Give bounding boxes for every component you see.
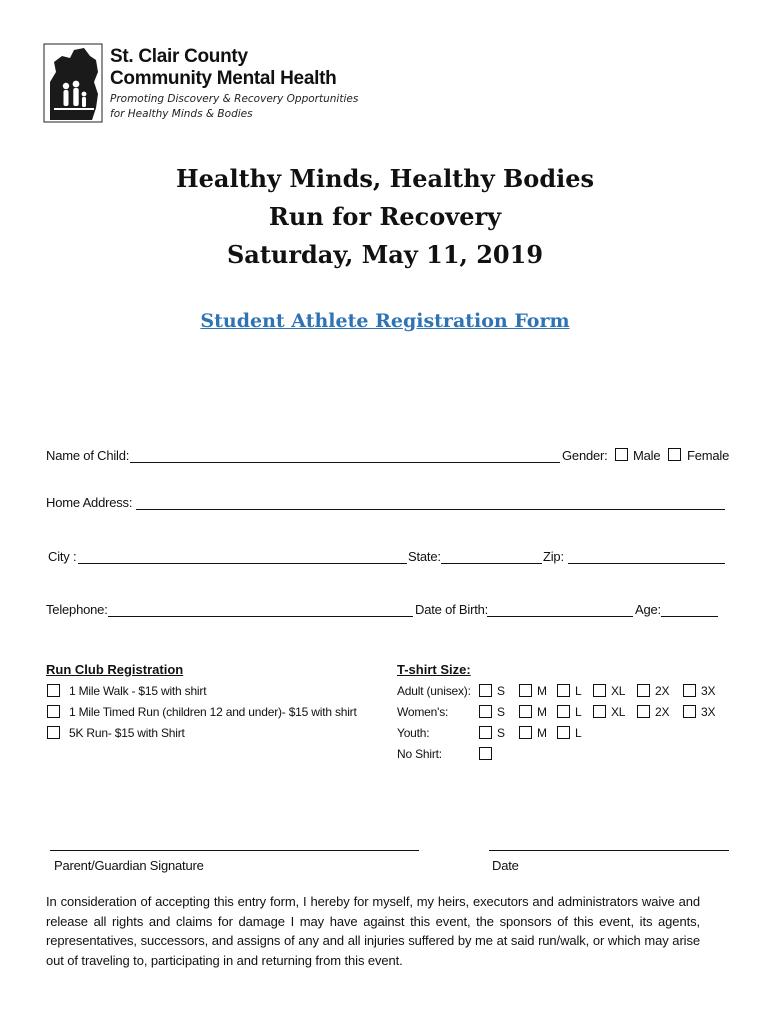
event-date: Saturday, May 11, 2019 (226, 240, 544, 269)
zip-label: Zip: (543, 549, 564, 564)
event-title-line2: Run for Recovery (268, 202, 502, 231)
adult-l-label: L (575, 684, 582, 698)
adult-m-checkbox[interactable] (519, 684, 532, 697)
event-title-block (0, 160, 770, 274)
womens-xl-label: XL (611, 705, 626, 719)
womens-2x-label: 2X (655, 705, 670, 719)
no-shirt-checkbox[interactable] (479, 747, 492, 760)
adult-3x-checkbox[interactable] (683, 684, 696, 697)
city-label: City : (48, 549, 77, 564)
youth-size-label: Youth: (397, 726, 430, 740)
youth-s-checkbox[interactable] (479, 726, 492, 739)
city-field[interactable] (78, 563, 407, 564)
run-5k-checkbox[interactable] (47, 726, 60, 739)
dob-field[interactable] (487, 616, 633, 617)
state-label: State: (408, 549, 441, 564)
organization-logo (40, 42, 360, 124)
address-field[interactable] (136, 509, 725, 510)
event-title-line1: Healthy Minds, Healthy Bodies (175, 164, 594, 193)
signature-date-field[interactable] (489, 850, 729, 851)
womens-m-checkbox[interactable] (519, 705, 532, 718)
timed-run-1mile-label: 1 Mile Timed Run (children 12 and under)- $15 with shirt (69, 705, 357, 719)
logo-tagline2: for Healthy Minds & Bodies (110, 108, 253, 120)
no-shirt-label: No Shirt: (397, 747, 442, 761)
adult-xl-label: XL (611, 684, 626, 698)
adult-xl-checkbox[interactable] (593, 684, 606, 697)
womens-m-label: M (537, 705, 547, 719)
adult-3x-label: 3X (701, 684, 716, 698)
zip-field[interactable] (568, 563, 725, 564)
run-5k-label: 5K Run- $15 with Shirt (69, 726, 185, 740)
womens-3x-checkbox[interactable] (683, 705, 696, 718)
logo-org-line1: St. Clair County (110, 46, 248, 67)
womens-s-checkbox[interactable] (479, 705, 492, 718)
female-label: Female (687, 448, 730, 463)
youth-m-checkbox[interactable] (519, 726, 532, 739)
womens-l-label: L (575, 705, 582, 719)
womens-2x-checkbox[interactable] (637, 705, 650, 718)
adult-l-checkbox[interactable] (557, 684, 570, 697)
waiver-text: In consideration of accepting this entry form, I hereby for myself, my heirs, executors and administrators waive and release all rights and claims for damage I may have against this event, the sponsors of this event, its agents, representatives, successors, and assigns of any and all injuries suffered by me at said run/walk, or which may arise out of traveling to, participating in and returning from this event. (46, 894, 700, 968)
parent-signature-label: Parent/Guardian Signature (54, 858, 204, 873)
telephone-field[interactable] (108, 616, 413, 617)
womens-3x-label: 3X (701, 705, 716, 719)
adult-2x-label: 2X (655, 684, 670, 698)
male-label: Male (633, 448, 661, 463)
womens-size-label: Women's: (397, 705, 449, 719)
walk-1mile-checkbox[interactable] (47, 684, 60, 697)
state-field[interactable] (441, 563, 542, 564)
youth-l-checkbox[interactable] (557, 726, 570, 739)
age-label: Age: (635, 602, 661, 617)
dob-label: Date of Birth: (415, 602, 489, 617)
logo-tagline1: Promoting Discovery & Recovery Opportunities (110, 93, 359, 105)
logo-org-line2: Community Mental Health (110, 68, 337, 89)
adult-s-checkbox[interactable] (479, 684, 492, 697)
womens-xl-checkbox[interactable] (593, 705, 606, 718)
name-label: Name of Child: (46, 448, 130, 463)
age-field[interactable] (661, 616, 718, 617)
signature-date-label: Date (492, 858, 519, 873)
youth-l-label: L (575, 726, 582, 740)
womens-l-checkbox[interactable] (557, 705, 570, 718)
adult-s-label: S (497, 684, 505, 698)
adult-2x-checkbox[interactable] (637, 684, 650, 697)
timed-run-1mile-checkbox[interactable] (47, 705, 60, 718)
parent-signature-field[interactable] (50, 850, 419, 851)
adult-m-label: M (537, 684, 547, 698)
youth-m-label: M (537, 726, 547, 740)
walk-1mile-label: 1 Mile Walk - $15 with shirt (69, 684, 207, 698)
youth-s-label: S (497, 726, 505, 740)
run-club-heading: Run Club Registration (46, 662, 184, 677)
name-field[interactable] (130, 462, 560, 463)
gender-label: Gender: (562, 448, 608, 463)
female-checkbox[interactable] (668, 448, 681, 461)
michigan-family-logo-icon (40, 42, 106, 124)
address-label: Home Address: (46, 495, 133, 510)
male-checkbox[interactable] (615, 448, 628, 461)
tshirt-heading: T-shirt Size: (397, 662, 471, 677)
womens-s-label: S (497, 705, 505, 719)
adult-size-label: Adult (unisex): (397, 684, 471, 698)
form-title: Student Athlete Registration Form (200, 310, 570, 332)
telephone-label: Telephone: (46, 602, 108, 617)
